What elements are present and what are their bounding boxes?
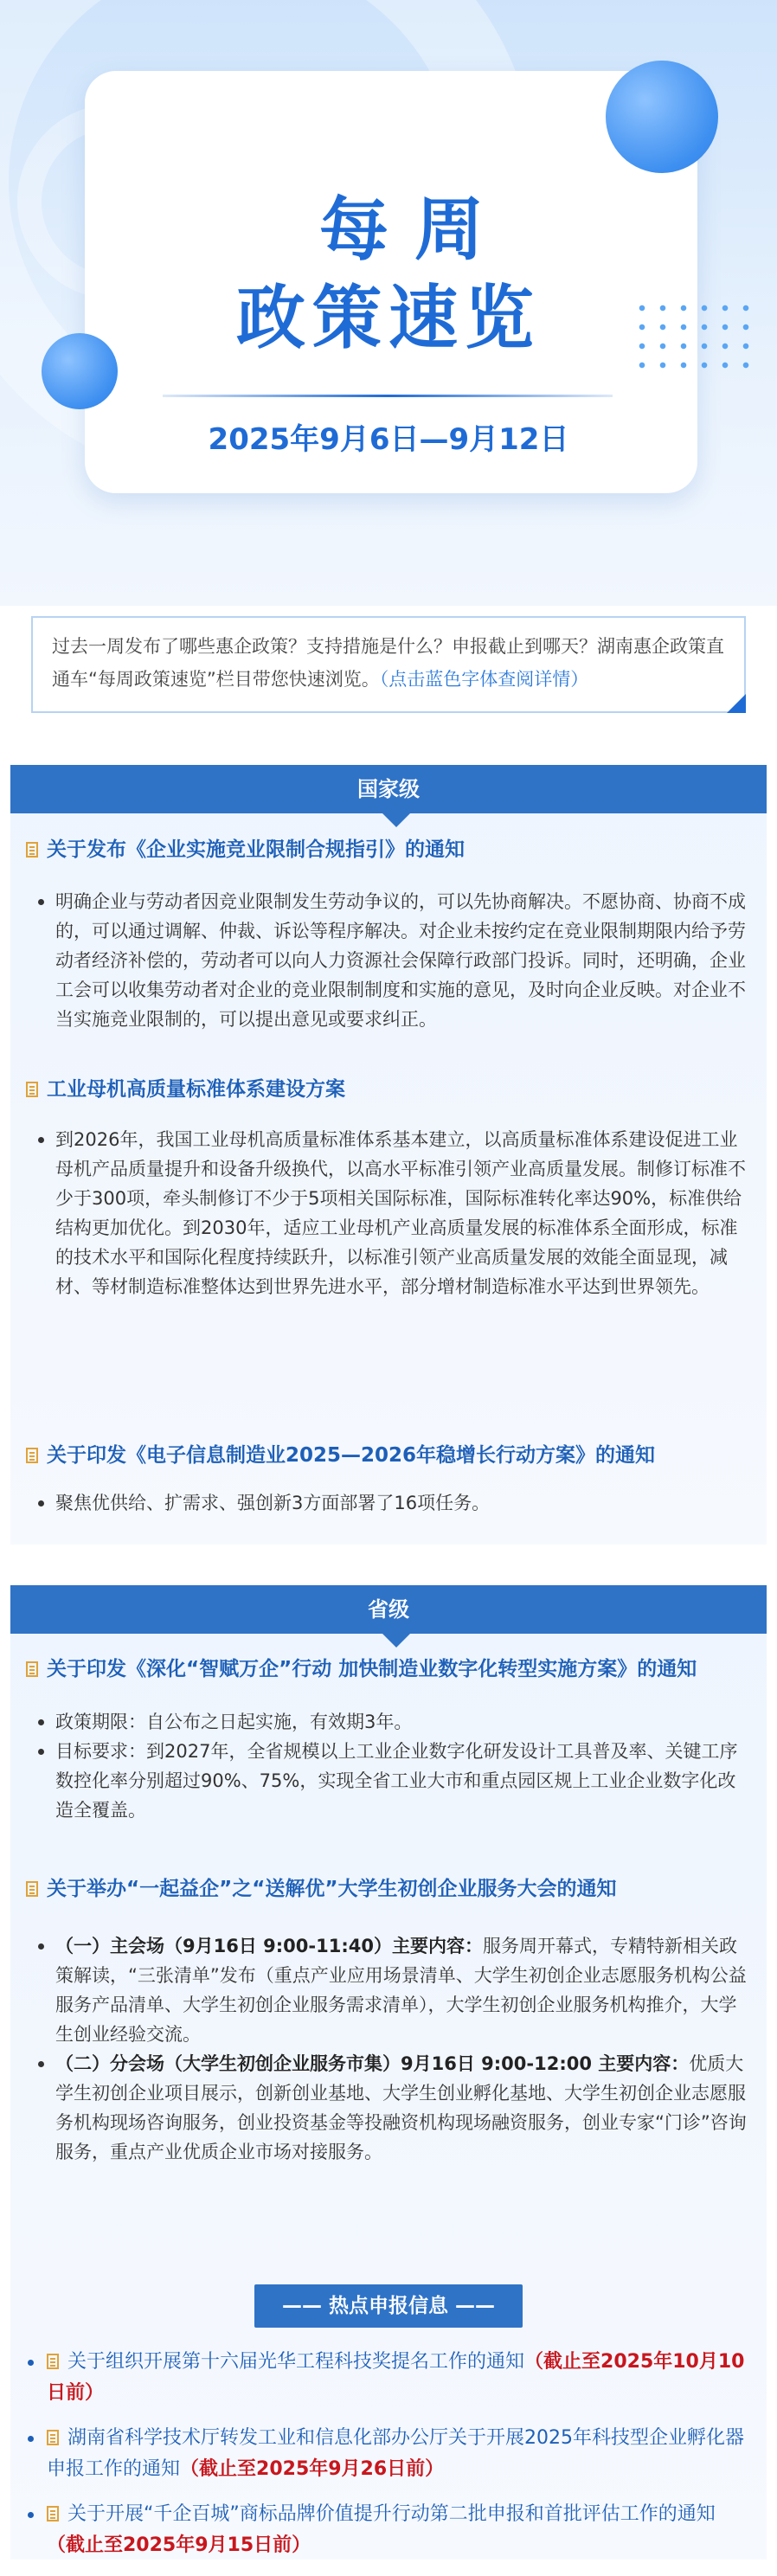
hot-item[interactable] [47, 2347, 753, 2409]
policy-title[interactable] [26, 1874, 753, 1904]
document-icon [26, 1661, 38, 1677]
corner-mark [727, 694, 746, 713]
section-header-provincial [10, 1585, 767, 1634]
section-label: 国家级 [357, 777, 420, 801]
decor-circle [606, 61, 718, 173]
list-item: 聚焦优供给、扩需求、强创新3方面部署了16项任务。 [35, 1488, 753, 1518]
policy-title-text: 关于发布《企业实施竞业限制合规指引》的通知 [47, 838, 465, 861]
policy-body [35, 1488, 753, 1518]
hot-item-link[interactable]: 湖南省科学技术厅转发工业和信息化部办公厅关于开展2025年科技型企业孵化器申报工作的通知 [47, 2427, 744, 2480]
document-icon [26, 1448, 38, 1463]
section-header-national [10, 765, 767, 813]
document-icon [47, 2506, 59, 2521]
policy-title-text: 工业母机高质量标准体系建设方案 [47, 1078, 345, 1101]
deadline-text: （截止至2025年9月26日前） [180, 2458, 445, 2480]
intro-text: 过去一周发布了哪些惠企政策？支持措施是什么？申报截止到哪天？湖南惠企政策直通车“每周政策速览”栏目带您快速浏览。 [52, 636, 724, 690]
list-item-text: 优质大学生初创企业项目展示，创新创业基地、大学生创业孵化基地、大学生初创企业志愿服务机构现场咨询服务，创业投资基金等投融资机构现场融资服务，创业专家“门诊”咨询服务，重点产业优质企业市场对接服务。 [55, 2053, 747, 2162]
policy-title[interactable] [26, 1075, 753, 1104]
list-item-lead: （二）分会场（大学生初创企业服务市集）9月16日 9:00-12:00 主要内容： [55, 2053, 690, 2074]
list-item: 明确企业与劳动者因竞业限制发生劳动争议的，可以先协商解决。不愿协商、协商不成的，可以通过调解、仲裁、诉讼等程序解决。对企业未按约定在竞业限制期限内给予劳动者经济补偿的，劳动者可以向人力资源社会保障行政部门投诉。同时，还明确，企业工会可以收集劳动者对企业的竞业限制制度和实施的意见，及时向企业反映。对企业不当实施竞业限制的，可以提出意见或要求纠正。 [35, 887, 753, 1034]
list-item-text: 服务周开幕式，专精特新相关政策解读，“三张清单”发布（重点产业应用场景清单、大学生初创企业志愿服务机构公益服务产品清单、大学生初创企业服务需求清单），大学生初创企业服务机构推介，大学生创业经验交流。 [55, 1936, 747, 2045]
list-item: 政策期限：自公布之日起实施，有效期3年。 [35, 1707, 753, 1737]
document-icon [26, 1881, 38, 1897]
list-item: 目标要求：到2027年，全省规模以上工业企业数字化研发设计工具普及率、关键工序数控化率分别超过90%、75%，实现全省工业大市和重点园区规上工业企业数字化改造全覆盖。 [35, 1737, 753, 1825]
document-icon [26, 842, 38, 858]
list-item [35, 2049, 753, 2167]
policy-body [35, 1125, 753, 1301]
policy-title[interactable] [26, 1654, 753, 1684]
page-title-line1: 每周 [319, 190, 510, 270]
intro-box [31, 616, 746, 713]
policy-title-text: 关于举办“一起益企”之“送解优”大学生初创企业服务大会的通知 [47, 1878, 617, 1900]
policy-title[interactable] [26, 1441, 753, 1470]
list-item-lead: （一）主会场（9月16日 9:00-11:40）主要内容： [55, 1936, 483, 1956]
document-icon [26, 1082, 38, 1097]
section-arrow [381, 812, 412, 827]
deadline-text: （截止至2025年9月15日前） [47, 2534, 311, 2556]
list-item: 到2026年，我国工业母机高质量标准体系基本建立，以高质量标准体系建设促进工业母机产品质量提升和设备升级换代，以高水平标准引领产业高质量发展。制修订标准不少于300项，牵头制修订不少于5项相关国际标准，国际标准转化率达90%，标准供给结构更加优化。到2030年，适应工业母机产业高质量发展的标准体系全面形成，标准的技术水平和国际化程度持续跃升，以标准引领产业高质量发展的效能全面显现，减材、等材制造标准整体达到世界先进水平，部分增材制造标准水平达到世界领先。 [35, 1125, 753, 1301]
deadline-text: （截止至2025年10月10日前） [47, 2351, 745, 2404]
page-title-line2: 政策速览 [236, 278, 541, 358]
date-range: 2025年9月6日—9月12日 [208, 422, 569, 457]
hot-item-link[interactable]: 关于开展“千企百城”商标品牌价值提升行动第二批申报和首批评估工作的通知 [67, 2503, 716, 2525]
policy-body [35, 887, 753, 1034]
hot-item[interactable] [47, 2499, 753, 2561]
list-item [35, 1931, 753, 2049]
document-icon [47, 2430, 59, 2445]
hot-item-link[interactable]: 关于组织开展第十六届光华工程科技奖提名工作的通知 [67, 2351, 525, 2373]
section-label: 省级 [368, 1597, 409, 1622]
policy-title-text: 关于印发《深化“智赋万企”行动 加快制造业数字化转型实施方案》的通知 [47, 1658, 697, 1680]
policy-body [35, 1707, 753, 1825]
document-icon [47, 2354, 59, 2369]
hero-banner [0, 0, 777, 606]
title-divider [163, 395, 613, 397]
hot-item[interactable] [47, 2423, 753, 2485]
section-arrow [381, 1632, 412, 1648]
policy-title-text: 关于印发《电子信息制造业2025—2026年稳增长行动方案》的通知 [47, 1444, 656, 1467]
hot-info-header: —— 热点申报信息 —— [254, 2284, 523, 2328]
policy-body [35, 1931, 753, 2167]
intro-link-hint: （点击蓝色字体查阅详情） [379, 669, 589, 690]
policy-title[interactable] [26, 835, 753, 864]
